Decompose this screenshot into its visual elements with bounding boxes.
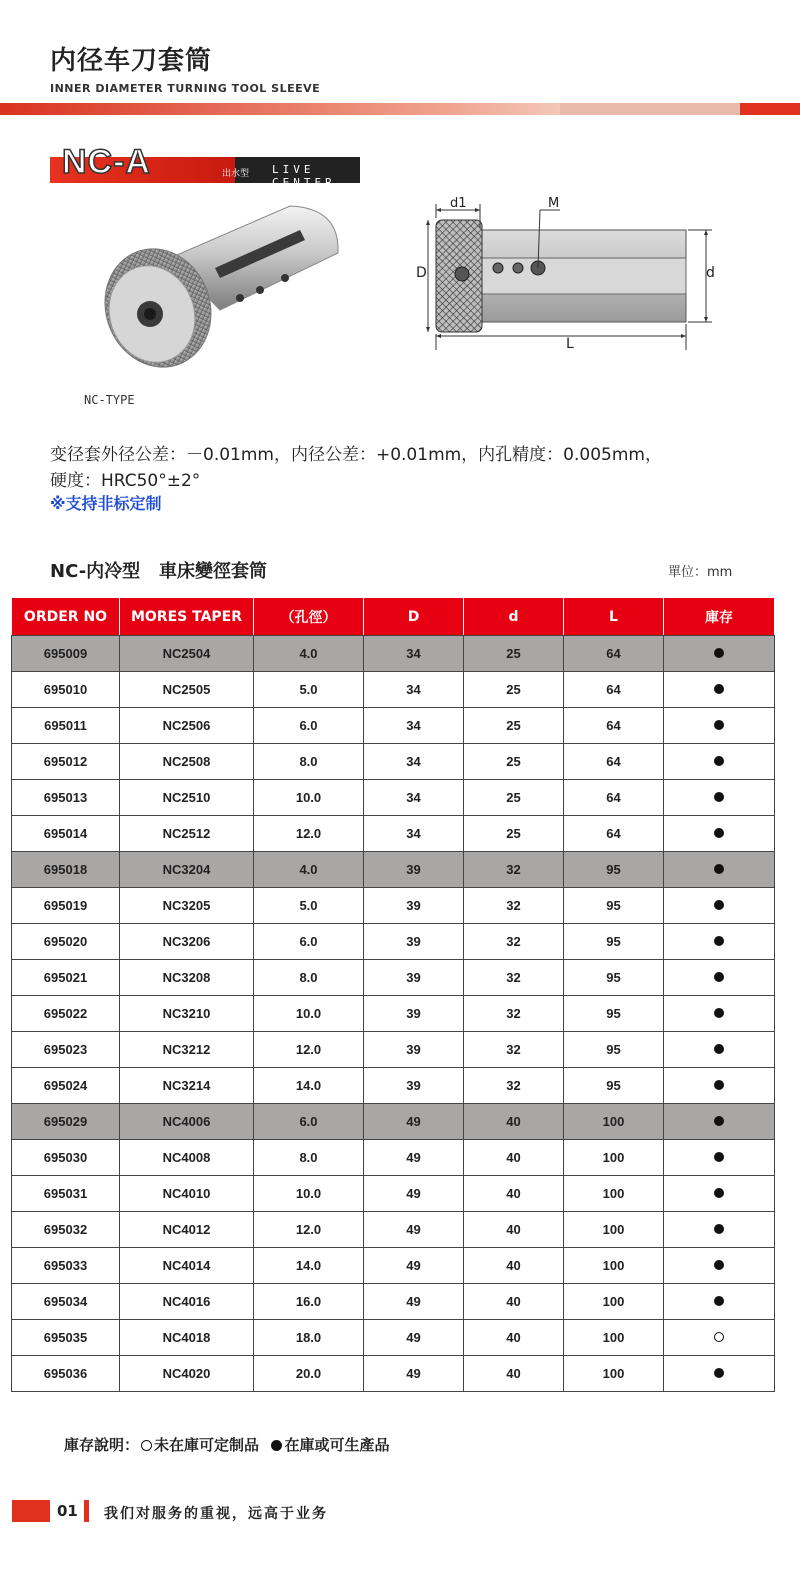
- filled-circle-icon: [714, 684, 724, 694]
- cell-D: 39: [364, 960, 464, 996]
- dim-label-M: M: [548, 196, 560, 211]
- filled-circle-icon: [714, 828, 724, 838]
- filled-circle-icon: [714, 1080, 724, 1090]
- cell-D: 39: [364, 1032, 464, 1068]
- cell-d: 32: [464, 996, 564, 1032]
- table-row: [12, 852, 775, 888]
- model-tag: LIVE CENTER: [272, 163, 336, 189]
- filled-circle-icon: [714, 936, 724, 946]
- cell-hole: 14.0: [254, 1068, 364, 1104]
- cell-order-no: 695012: [12, 744, 120, 780]
- cell-d: 32: [464, 888, 564, 924]
- table-title: NC-内冷型 車床變徑套筒: [50, 561, 267, 582]
- cell-hole: 8.0: [254, 744, 364, 780]
- cell-order-no: 695021: [12, 960, 120, 996]
- cell-d: 25: [464, 816, 564, 852]
- cell-d: 40: [464, 1140, 564, 1176]
- product-type-label: NC-TYPE: [84, 393, 135, 407]
- cell-order-no: 695029: [12, 1104, 120, 1140]
- cell-D: 49: [364, 1248, 464, 1284]
- cell-order-no: 695032: [12, 1212, 120, 1248]
- cell-order-no: 695030: [12, 1140, 120, 1176]
- cell-hole: 12.0: [254, 1212, 364, 1248]
- cell-d: 40: [464, 1248, 564, 1284]
- cell-taper: NC3204: [120, 852, 254, 888]
- cell-order-no: 695010: [12, 672, 120, 708]
- cell-order-no: 695035: [12, 1320, 120, 1356]
- cell-stock: [664, 1032, 775, 1068]
- cell-D: 39: [364, 888, 464, 924]
- cell-hole: 20.0: [254, 1356, 364, 1392]
- table-row: [12, 1212, 775, 1248]
- spec-tolerance: 变径套外径公差：－0.01mm，内径公差：+0.01mm，内孔精度：0.005mm，: [50, 445, 662, 465]
- cell-stock: [664, 780, 775, 816]
- cell-order-no: 695031: [12, 1176, 120, 1212]
- cell-taper: NC4006: [120, 1104, 254, 1140]
- cell-L: 95: [564, 888, 664, 924]
- cell-L: 64: [564, 636, 664, 672]
- cell-hole: 5.0: [254, 888, 364, 924]
- table-unit: 單位：mm: [668, 565, 733, 580]
- spec-hardness: 硬度：HRC50°±2°: [50, 471, 201, 491]
- col-header-d: d: [464, 598, 564, 636]
- table-row: [12, 636, 775, 672]
- table-row: [12, 816, 775, 852]
- cell-D: 34: [364, 816, 464, 852]
- table-row: [12, 672, 775, 708]
- cell-stock: [664, 888, 775, 924]
- cell-d: 25: [464, 636, 564, 672]
- cell-taper: NC3208: [120, 960, 254, 996]
- cell-L: 100: [564, 1284, 664, 1320]
- filled-circle-icon: [714, 1044, 724, 1054]
- cell-d: 32: [464, 1068, 564, 1104]
- filled-circle-icon: [714, 648, 724, 658]
- cell-stock: [664, 1320, 775, 1356]
- cell-taper: NC4014: [120, 1248, 254, 1284]
- cell-d: 32: [464, 924, 564, 960]
- col-header-taper: MORES TAPER: [120, 598, 254, 636]
- cell-taper: NC3212: [120, 1032, 254, 1068]
- filled-circle-icon: [714, 1368, 724, 1378]
- cell-hole: 18.0: [254, 1320, 364, 1356]
- table-row: [12, 1176, 775, 1212]
- cell-order-no: 695009: [12, 636, 120, 672]
- col-header-L: L: [564, 598, 664, 636]
- cell-stock: [664, 1248, 775, 1284]
- page-title: 内径车刀套筒: [50, 46, 213, 76]
- cell-taper: NC4008: [120, 1140, 254, 1176]
- table-row: [12, 1248, 775, 1284]
- model-badge: [50, 143, 360, 189]
- header-accent-bar: [0, 103, 800, 115]
- table-row: [12, 1356, 775, 1392]
- cell-hole: 6.0: [254, 924, 364, 960]
- dim-label-D: D: [416, 265, 427, 281]
- cell-d: 25: [464, 708, 564, 744]
- cell-hole: 8.0: [254, 960, 364, 996]
- cell-L: 100: [564, 1320, 664, 1356]
- dim-label-L: L: [566, 336, 574, 352]
- cell-stock: [664, 1104, 775, 1140]
- cell-stock: [664, 960, 775, 996]
- model-subtype: 出水型: [222, 169, 250, 179]
- cell-hole: 4.0: [254, 636, 364, 672]
- filled-circle-icon: [714, 864, 724, 874]
- cell-D: 39: [364, 996, 464, 1032]
- filled-circle-icon: [714, 1224, 724, 1234]
- cell-d: 25: [464, 744, 564, 780]
- cell-L: 100: [564, 1104, 664, 1140]
- cell-taper: NC4018: [120, 1320, 254, 1356]
- cell-D: 34: [364, 708, 464, 744]
- table-row: [12, 1284, 775, 1320]
- cell-order-no: 695034: [12, 1284, 120, 1320]
- cell-d: 32: [464, 960, 564, 996]
- cell-D: 49: [364, 1212, 464, 1248]
- cell-order-no: 695020: [12, 924, 120, 960]
- cell-L: 100: [564, 1176, 664, 1212]
- cell-L: 95: [564, 960, 664, 996]
- filled-circle-icon: [714, 900, 724, 910]
- cell-hole: 4.0: [254, 852, 364, 888]
- model-name: NC-A: [62, 143, 151, 181]
- col-header-order: ORDER NO: [12, 598, 120, 636]
- cell-order-no: 695013: [12, 780, 120, 816]
- cell-hole: 10.0: [254, 996, 364, 1032]
- cell-d: 40: [464, 1284, 564, 1320]
- cell-D: 34: [364, 780, 464, 816]
- filled-circle-icon: [714, 1296, 724, 1306]
- cell-order-no: 695036: [12, 1356, 120, 1392]
- filled-circle-icon: [714, 792, 724, 802]
- cell-L: 95: [564, 1032, 664, 1068]
- cell-taper: NC4010: [120, 1176, 254, 1212]
- cell-taper: NC2512: [120, 816, 254, 852]
- cell-L: 64: [564, 744, 664, 780]
- cell-stock: [664, 1356, 775, 1392]
- cell-L: 64: [564, 816, 664, 852]
- dim-label-d1: d1: [450, 196, 467, 211]
- stock-legend: [64, 1434, 390, 1455]
- cell-d: 40: [464, 1212, 564, 1248]
- cell-hole: 10.0: [254, 1176, 364, 1212]
- cell-d: 32: [464, 852, 564, 888]
- cell-L: 95: [564, 924, 664, 960]
- footer-separator: [84, 1500, 89, 1522]
- cell-stock: [664, 1212, 775, 1248]
- cell-stock: [664, 672, 775, 708]
- legend-open-text: 未在庫可定制品: [154, 1436, 260, 1454]
- cell-order-no: 695033: [12, 1248, 120, 1284]
- table-row: [12, 780, 775, 816]
- cell-order-no: 695014: [12, 816, 120, 852]
- cell-D: 34: [364, 672, 464, 708]
- filled-circle-icon: [714, 1260, 724, 1270]
- page-number: 01: [57, 1502, 78, 1520]
- cell-hole: 14.0: [254, 1248, 364, 1284]
- cell-stock: [664, 1068, 775, 1104]
- cell-taper: NC4012: [120, 1212, 254, 1248]
- table-row: [12, 996, 775, 1032]
- spec-table: [11, 597, 775, 1392]
- cell-stock: [664, 1284, 775, 1320]
- product-image: [100, 198, 350, 378]
- filled-circle-icon: [714, 756, 724, 766]
- cell-stock: [664, 708, 775, 744]
- cell-L: 64: [564, 708, 664, 744]
- table-row: [12, 1104, 775, 1140]
- table-row: [12, 744, 775, 780]
- cell-D: 49: [364, 1140, 464, 1176]
- cell-hole: 12.0: [254, 1032, 364, 1068]
- cell-L: 100: [564, 1356, 664, 1392]
- cell-stock: [664, 1140, 775, 1176]
- spec-custom-note: ※支持非标定制: [50, 494, 162, 513]
- cell-d: 40: [464, 1176, 564, 1212]
- table-row: [12, 1032, 775, 1068]
- filled-circle-icon: [714, 1008, 724, 1018]
- cell-L: 100: [564, 1248, 664, 1284]
- cell-order-no: 695023: [12, 1032, 120, 1068]
- cell-order-no: 695022: [12, 996, 120, 1032]
- cell-L: 100: [564, 1140, 664, 1176]
- cell-stock: [664, 1176, 775, 1212]
- cell-L: 95: [564, 1068, 664, 1104]
- table-row: [12, 888, 775, 924]
- cell-D: 39: [364, 852, 464, 888]
- cell-taper: NC3206: [120, 924, 254, 960]
- table-header-row: [12, 598, 775, 636]
- filled-circle-icon: [714, 720, 724, 730]
- cell-L: 100: [564, 1212, 664, 1248]
- cell-D: 49: [364, 1104, 464, 1140]
- cell-taper: NC2505: [120, 672, 254, 708]
- cell-order-no: 695018: [12, 852, 120, 888]
- cell-order-no: 695011: [12, 708, 120, 744]
- cell-stock: [664, 924, 775, 960]
- dim-label-d: d: [706, 265, 715, 281]
- cell-L: 95: [564, 996, 664, 1032]
- table-row: [12, 924, 775, 960]
- page-subtitle: INNER DIAMETER TURNING TOOL SLEEVE: [50, 82, 321, 95]
- legend-filled-text: 在庫或可生產品: [284, 1436, 390, 1454]
- cell-L: 95: [564, 852, 664, 888]
- table-row: [12, 1068, 775, 1104]
- cell-hole: 12.0: [254, 816, 364, 852]
- cell-stock: [664, 996, 775, 1032]
- col-header-stock: 庫存: [664, 598, 775, 636]
- cell-stock: [664, 744, 775, 780]
- cell-d: 25: [464, 780, 564, 816]
- cell-stock: [664, 816, 775, 852]
- cell-taper: NC3205: [120, 888, 254, 924]
- filled-circle-icon: [714, 1116, 724, 1126]
- filled-circle-icon: [714, 1188, 724, 1198]
- cell-hole: 10.0: [254, 780, 364, 816]
- footer-slogan: 我们对服务的重视，远高于业务: [104, 1506, 328, 1522]
- cell-d: 32: [464, 1032, 564, 1068]
- cell-D: 49: [364, 1320, 464, 1356]
- cell-stock: [664, 852, 775, 888]
- cell-d: 40: [464, 1320, 564, 1356]
- filled-circle-icon: [714, 1152, 724, 1162]
- cell-taper: NC2506: [120, 708, 254, 744]
- cell-taper: NC2504: [120, 636, 254, 672]
- open-circle-icon: [714, 1332, 724, 1342]
- cell-L: 64: [564, 780, 664, 816]
- table-row: [12, 708, 775, 744]
- cell-order-no: 695019: [12, 888, 120, 924]
- cell-taper: NC3210: [120, 996, 254, 1032]
- cell-taper: NC3214: [120, 1068, 254, 1104]
- cell-taper: NC2508: [120, 744, 254, 780]
- cell-taper: NC2510: [120, 780, 254, 816]
- cell-hole: 8.0: [254, 1140, 364, 1176]
- cell-taper: NC4016: [120, 1284, 254, 1320]
- cell-D: 49: [364, 1176, 464, 1212]
- col-header-D: D: [364, 598, 464, 636]
- open-circle-icon: [141, 1440, 152, 1451]
- cell-d: 40: [464, 1356, 564, 1392]
- table-row: [12, 960, 775, 996]
- legend-prefix: 庫存說明：: [64, 1436, 140, 1454]
- cell-hole: 5.0: [254, 672, 364, 708]
- cell-L: 64: [564, 672, 664, 708]
- footer-accent-box: [12, 1500, 50, 1522]
- cell-order-no: 695024: [12, 1068, 120, 1104]
- cell-stock: [664, 636, 775, 672]
- cell-d: 40: [464, 1104, 564, 1140]
- table-row: [12, 1320, 775, 1356]
- cell-D: 34: [364, 744, 464, 780]
- cell-D: 34: [364, 636, 464, 672]
- cell-hole: 6.0: [254, 1104, 364, 1140]
- table-row: [12, 1140, 775, 1176]
- cell-D: 49: [364, 1284, 464, 1320]
- filled-circle-icon: [271, 1440, 282, 1451]
- cell-hole: 6.0: [254, 708, 364, 744]
- cell-d: 25: [464, 672, 564, 708]
- cell-D: 39: [364, 1068, 464, 1104]
- cell-D: 49: [364, 1356, 464, 1392]
- cell-D: 39: [364, 924, 464, 960]
- cell-hole: 16.0: [254, 1284, 364, 1320]
- col-header-hole: （孔徑）: [254, 598, 364, 636]
- cell-taper: NC4020: [120, 1356, 254, 1392]
- filled-circle-icon: [714, 972, 724, 982]
